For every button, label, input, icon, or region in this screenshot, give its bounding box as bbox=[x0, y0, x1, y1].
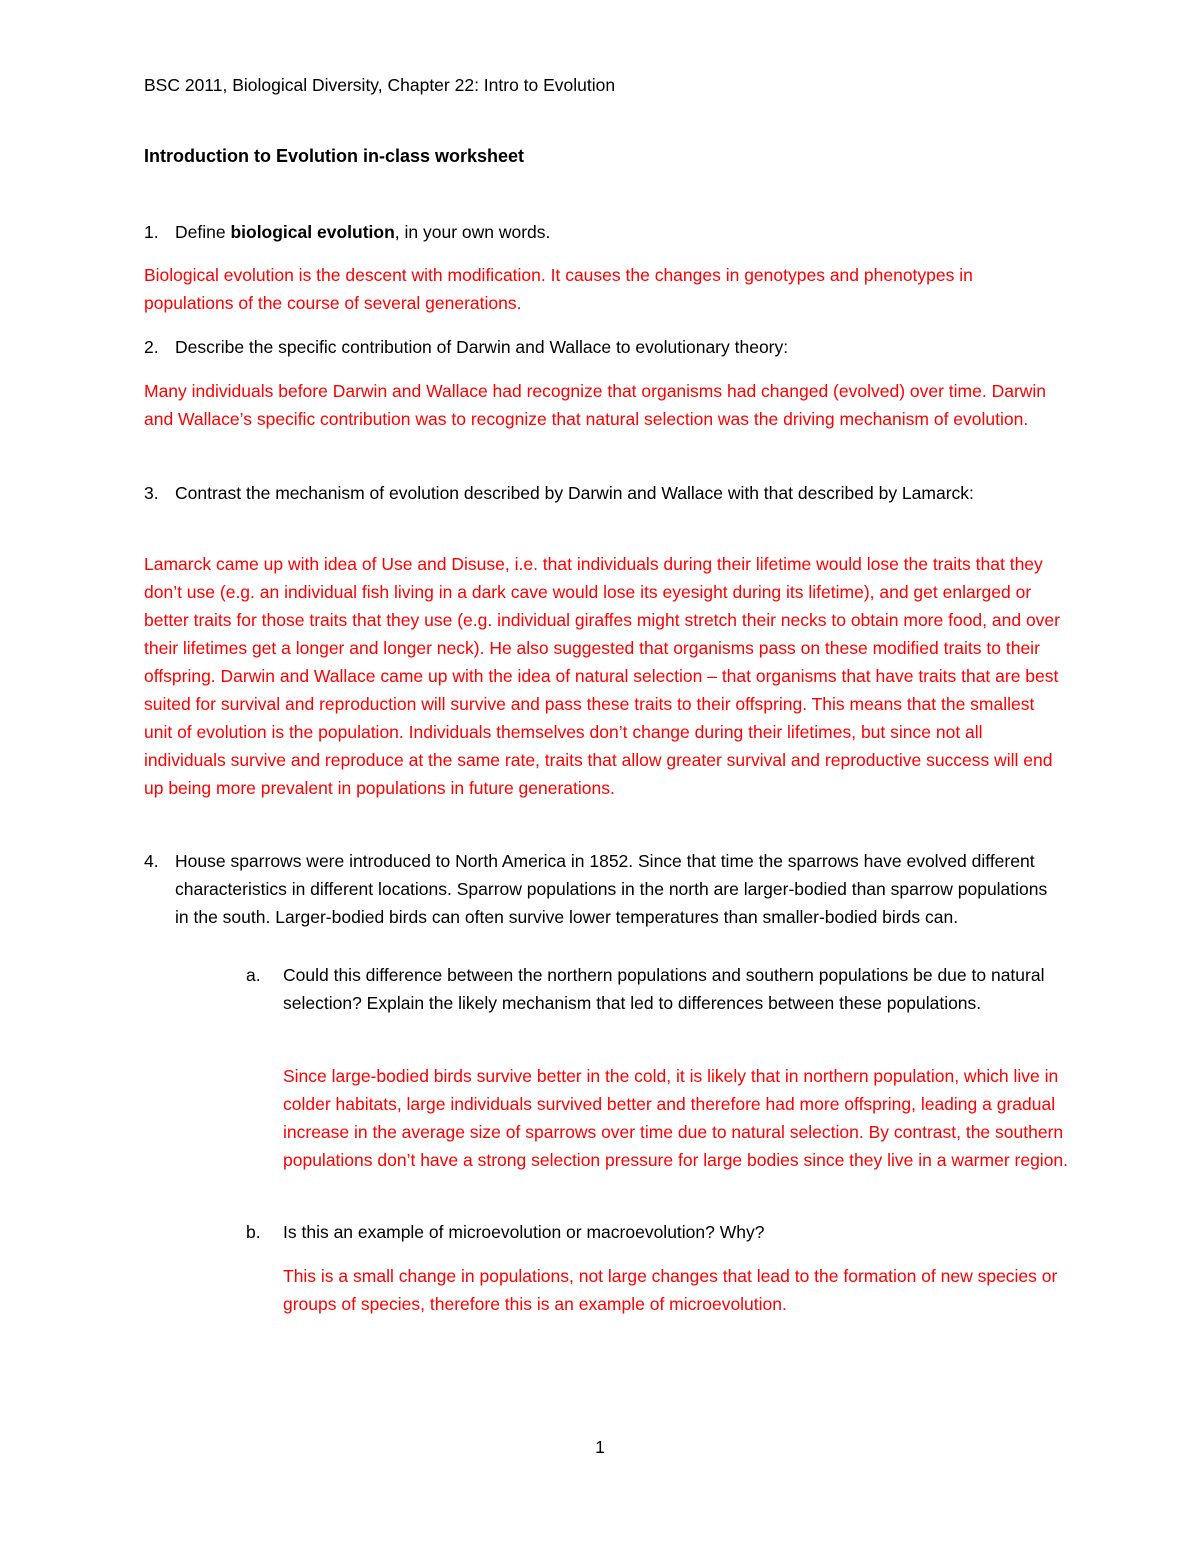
question-2 bbox=[144, 333, 1064, 361]
question-1 bbox=[144, 218, 1064, 246]
question-text: Describe the specific contribution of Darwin and Wallace to evolutionary theory: bbox=[175, 337, 789, 357]
answer-4a: Since large-bodied birds survive better in the cold, it is likely that in northern population, which live in colder habitats, large individuals survived better and therefore had more offspring, leading a gradual increase in the average size of sparrows over time due to natural selection. By contrast, the southern populations don’t have a strong selection pressure for large bodies since they live in a warmer region. bbox=[283, 1066, 1069, 1170]
question-text: House sparrows were introduced to North America in 1852. Since that time the sparrows have evolved different characteristics in different locations. Sparrow populations in the north are larger-bodied than sparrow populations in the south. Larger-bodied birds can often survive lower temperatures than smaller-bodied birds can. bbox=[175, 851, 1048, 927]
part-text: Could this difference between the northern populations and southern populations be due to natural selection? Explain the likely mechanism that led to differences between these populations. bbox=[283, 965, 1045, 1013]
question-text: Contrast the mechanism of evolution described by Darwin and Wallace with that described by Lamarck: bbox=[175, 483, 974, 503]
answer-3: Lamarck came up with idea of Use and Disuse, i.e. that individuals during their lifetime would lose the traits that they don’t use (e.g. an individual fish living in a dark cave would lose its eyesight during its lifetime), and get enlarged or better traits for those traits that they use (e.g. individual giraffes might stretch their necks to obtain more food, and over their lifetimes get a longer and longer neck). He also suggested that organisms pass on these modified traits to their offspring. Darwin and Wallace came up with the idea of natural selection – that organisms that have traits that are best suited for survival and reproduction will survive and pass these traits to their offspring. This means that the smallest unit of evolution is the population. Individuals themselves don’t change during their lifetimes, but since not all individuals survive and reproduce at the same rate, traits that allow greater survival and reproductive success will end up being more prevalent in populations in future generations. bbox=[144, 554, 1060, 798]
question-text: Define biological evolution, in your own words. bbox=[175, 222, 551, 242]
question-number: 1. bbox=[144, 222, 159, 242]
page-header: BSC 2011, Biological Diversity, Chapter 22: Intro to Evolution bbox=[144, 75, 616, 95]
question-number: 2. bbox=[144, 337, 159, 357]
worksheet-title: Introduction to Evolution in-class worksheet bbox=[144, 146, 525, 166]
part-text: Is this an example of microevolution or macroevolution? Why? bbox=[283, 1222, 765, 1242]
question-number: 3. bbox=[144, 483, 159, 503]
question-4b bbox=[246, 1218, 1046, 1246]
answer-4b: This is a small change in populations, not large changes that lead to the formation of new species or groups of species, therefore this is an example of microevolution. bbox=[283, 1266, 1058, 1314]
bold-term: biological evolution bbox=[230, 222, 395, 242]
part-letter: a. bbox=[246, 965, 261, 985]
question-4 bbox=[144, 847, 1064, 931]
page-number: 1 bbox=[595, 1437, 605, 1457]
question-3 bbox=[144, 479, 1064, 507]
question-number: 4. bbox=[144, 851, 159, 871]
question-4a bbox=[246, 961, 1046, 1017]
answer-1: Biological evolution is the descent with modification. It causes the changes in genotypes and phenotypes in populations of the course of several generations. bbox=[144, 265, 973, 313]
part-letter: b. bbox=[246, 1222, 261, 1242]
answer-2: Many individuals before Darwin and Wallace had recognize that organisms had changed (evolved) over time. Darwin and Wallace’s specific contribution was to recognize that natural selection was the driving mechanism of evolution. bbox=[144, 381, 1047, 429]
